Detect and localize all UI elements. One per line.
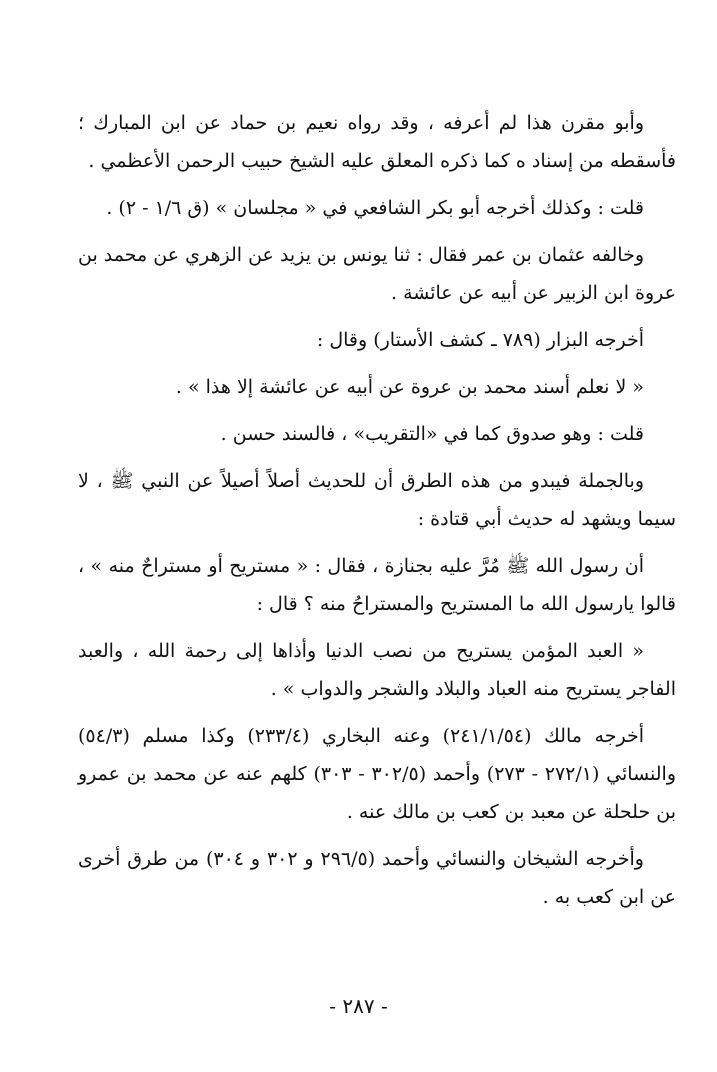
paragraph-isnad-note: وأبو مقرن هذا لم أعرفه ، وقد رواه نعيم بن حماد عن ابن المبارك ؛ فأسقطه من إسناد ه كما ذكره المعلق عليه الشيخ حبيب الرحمن الأعظمي . <box>78 112 676 172</box>
paragraph-uthman: وخالفه عثمان بن عمر فقال : ثنا يونس بن يزيد عن الزهري عن محمد بن عروة ابن الزبير عن أبيه عن عائشة . <box>78 244 676 304</box>
paragraph-takhrij-other: وأخرجه الشيخان والنسائي وأحمد (٢٩٦/٥ و ٣٠٢ و ٣٠٤) من طرق أخرى عن ابن كعب به . <box>78 848 676 908</box>
paragraph-takhrij: أخرجه مالك (٢٤١/١/٥٤) وعنه البخاري (٢٣٣/٤) وكذا مسلم (٥٤/٣) والنسائي (٢٧٢/١ - ٢٧٣) وأحمد (٣٠٢/٥ - ٣٠٣) كلهم عنه عن محمد بن عمرو بن حلحلة عن معبد بن كعب بن مالك عنه . <box>78 725 676 823</box>
page-body <box>78 104 676 925</box>
paragraph-bazzar: أخرجه البزار (٧٨٩ ـ كشف الأستار) وقال : <box>316 329 644 351</box>
paragraph-summary: وبالجملة فيبدو من هذه الطرق أن للحديث أصلاً أصيلاً عن النبي ﷺ ، لا سيما ويشهد له حديث أبي قتادة : <box>78 470 676 530</box>
paragraph-shafii: قلت : وكذلك أخرجه أبو بكر الشافعي في « مجلسان » (ق ١/٦ - ٢) . <box>106 197 644 219</box>
paragraph-bazzar-quote: « لا نعلم أسند محمد بن عروة عن أبيه عن عائشة إلا هذا » . <box>175 376 644 398</box>
paragraph-hadith: أن رسول الله ﷺ مُرَّ عليه بجنازة ، فقال : « مستريح أو مستراحٌ منه » ، قالوا يارسول الله ما المستريح والمستراحُ منه ؟ قال : <box>78 555 676 615</box>
page-number: - ٢٨٧ - <box>329 994 388 1018</box>
paragraph-hadith-quote: « العبد المؤمن يستريح من نصب الدنيا وأذاها إلى رحمة الله ، والعبد الفاجر يستريح منه العباد والبلاد والشجر والدواب » . <box>78 640 676 700</box>
paragraph-taqrib: قلت : وهو صدوق كما في «التقريب» ، فالسند حسن . <box>220 423 644 445</box>
